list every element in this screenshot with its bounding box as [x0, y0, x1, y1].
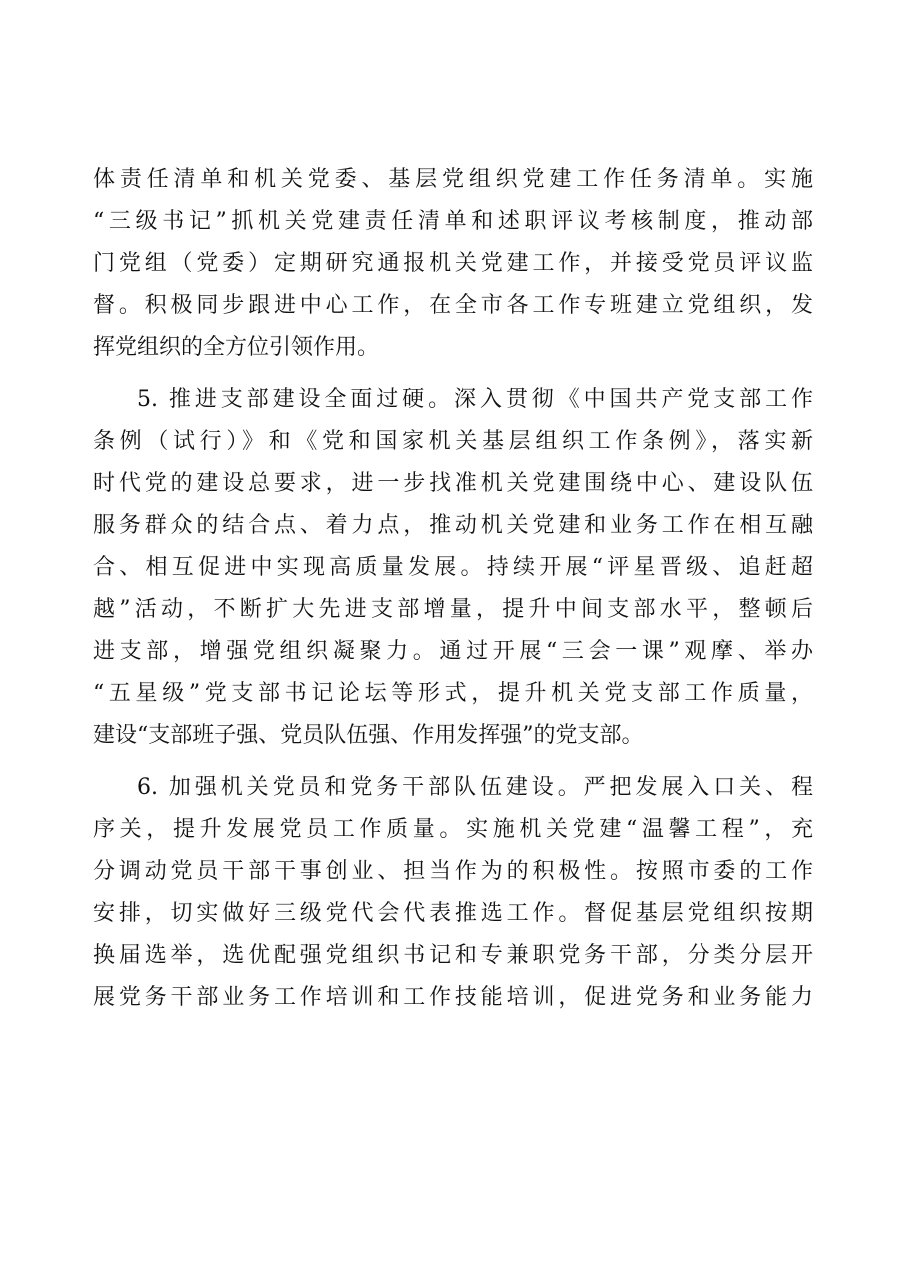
text-line: 建设“支部班子强、党员队伍强、作用发挥强”的党支部。 [93, 723, 644, 748]
text-line: 安排，切实做好三级党代会代表推选工作。督促基层党组织按期 [93, 901, 813, 926]
text-line: 分调动党员干部干事创业、担当作为的积极性。按照市委的工作 [93, 859, 813, 884]
text-line: “五星级”党支部书记论坛等形式，提升机关党支部工作质量， [93, 681, 813, 706]
text-line: 展党务干部业务工作培训和工作技能培训，促进党务和业务能力 [93, 985, 813, 1010]
text-line: 门党组（党委）定期研究通报机关党建工作，并接受党员评议监 [93, 251, 813, 276]
text-line: 越”活动，不断扩大先进支部增量，提升中间支部水平，整顿后 [93, 597, 813, 622]
text-line: 换届选举，选优配强党组织书记和专兼职党务干部，分类分层开 [93, 943, 813, 968]
body-text [93, 159, 813, 1019]
text-line: 服务群众的结合点、着力点，推动机关党建和业务工作在相互融 [93, 513, 813, 538]
text-line: 挥党组织的全方位引领作用。 [93, 335, 380, 360]
text-line: 进支部，增强党组织凝聚力。通过开展“三会一课”观摩、举办 [93, 639, 813, 664]
text-line: 合、相互促进中实现高质量发展。持续开展“评星晋级、追赶超 [93, 555, 813, 580]
text-line: 时代党的建设总要求，进一步找准机关党建围绕中心、建设队伍 [93, 471, 813, 496]
section-5-heading-line: 5. 推进支部建设全面过硬。深入贯彻《中国共产党支部工作 [137, 387, 813, 412]
text-line: 序关，提升发展党员工作质量。实施机关党建“温馨工程”，充 [93, 817, 813, 842]
text-line: 条例（试行）》和《党和国家机关基层组织工作条例》，落实新 [93, 429, 813, 454]
text-line: 督。积极同步跟进中心工作，在全市各工作专班建立党组织，发 [93, 293, 813, 318]
text-line: 体责任清单和机关党委、基层党组织党建工作任务清单。实施 [93, 167, 813, 192]
text-line: “三级书记”抓机关党建责任清单和述职评议考核制度，推动部 [93, 209, 813, 234]
section-6-heading-line: 6. 加强机关党员和党务干部队伍建设。严把发展入口关、程 [137, 775, 813, 800]
